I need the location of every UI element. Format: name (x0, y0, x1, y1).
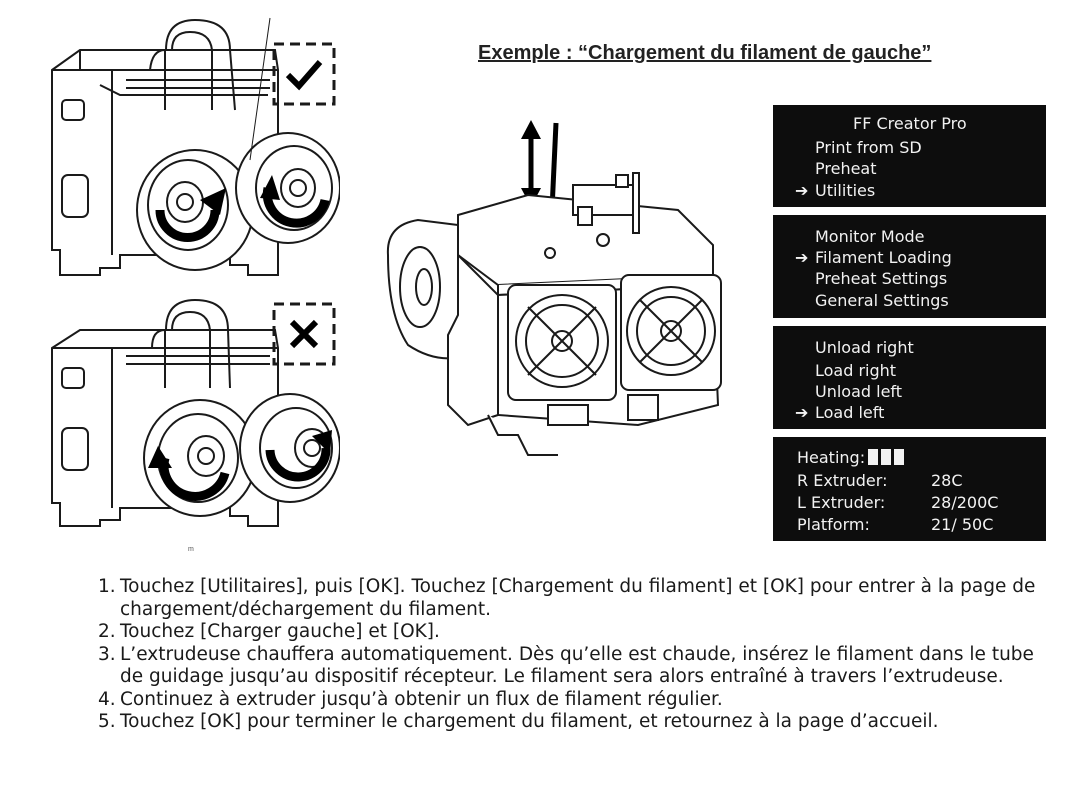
l-extruder-label: L Extruder: (797, 493, 886, 512)
step-text: Continuez à extruder jusqu’à obtenir un flux de filament régulier. (120, 688, 723, 710)
step-number: 4. (98, 688, 116, 710)
heating-text: Heating: (797, 448, 866, 467)
lcd-menu-item: Load right (815, 361, 897, 380)
instruction-steps (98, 576, 1058, 734)
heating-progress-block (881, 449, 891, 465)
example-heading: Exemple : “Chargement du filament de gauche” (478, 42, 932, 64)
heating-progress-block (894, 449, 904, 465)
step-item (98, 689, 1058, 712)
lcd-menu-item: Monitor Mode (815, 227, 925, 246)
step-item (98, 711, 1058, 734)
up-down-arrow-icon (521, 120, 541, 207)
step-text: Touchez [Utilitaires], puis [OK]. Touchez [Chargement du filament] et [OK] pour entrer à la page de chargement/déchargement du filament. (120, 576, 1036, 620)
heating-label (797, 448, 904, 467)
step-text: L’extrudeuse chauffera automatiquement. Dès qu’elle est chaude, insérez le filament dans le tube de guidage jusqu’au dispositif récepteur. Le filament sera alors entraîné à travers l’extrudeuse. (120, 643, 1034, 687)
lcd-menu-item-selected: Load left (815, 403, 885, 422)
lcd-screen-filament-loading (773, 326, 1046, 429)
r-extruder-label: R Extruder: (797, 471, 888, 490)
step-item (98, 644, 1058, 689)
lcd-menu-item: Unload left (815, 382, 903, 401)
step-number: 2. (98, 621, 116, 642)
lcd-menu-item: Print from SD (815, 138, 922, 157)
selection-arrow-icon: ➔ (795, 181, 809, 200)
step-text: Touchez [Charger gauche] et [OK]. (120, 621, 440, 642)
selection-arrow-icon: ➔ (795, 403, 809, 422)
l-extruder-value: 28/200C (931, 493, 999, 512)
selection-arrow-icon: ➔ (795, 248, 809, 267)
platform-label: Platform: (797, 515, 870, 534)
figure-note: m (188, 546, 194, 553)
lcd-menu-item: Unload right (815, 338, 914, 357)
r-extruder-value: 28C (931, 471, 963, 490)
step-item (98, 576, 1058, 621)
heating-progress-block (868, 449, 878, 465)
heating-progress-bar (865, 448, 904, 467)
lcd-menu-item: General Settings (815, 291, 949, 310)
check-icon (272, 42, 336, 106)
step-number: 5. (98, 711, 116, 732)
lcd-title: FF Creator Pro (853, 114, 967, 133)
step-number: 3. (98, 643, 116, 665)
lcd-menu-item: Preheat Settings (815, 269, 948, 288)
cross-icon (272, 302, 336, 366)
lcd-menu-item-selected: Utilities (815, 181, 876, 200)
lcd-menu-item: Preheat (815, 159, 877, 178)
lcd-screen-heating (773, 437, 1046, 541)
extruder-illustration (378, 115, 738, 460)
step-item (98, 621, 1058, 644)
step-text: Touchez [OK] pour terminer le chargement du filament, et retournez à la page d’accueil. (120, 711, 939, 732)
lcd-screen-main-menu (773, 105, 1046, 207)
lcd-menu-item-selected: Filament Loading (815, 248, 952, 267)
platform-value: 21/ 50C (931, 515, 994, 534)
step-number: 1. (98, 576, 116, 597)
lcd-screen-utilities (773, 215, 1046, 318)
